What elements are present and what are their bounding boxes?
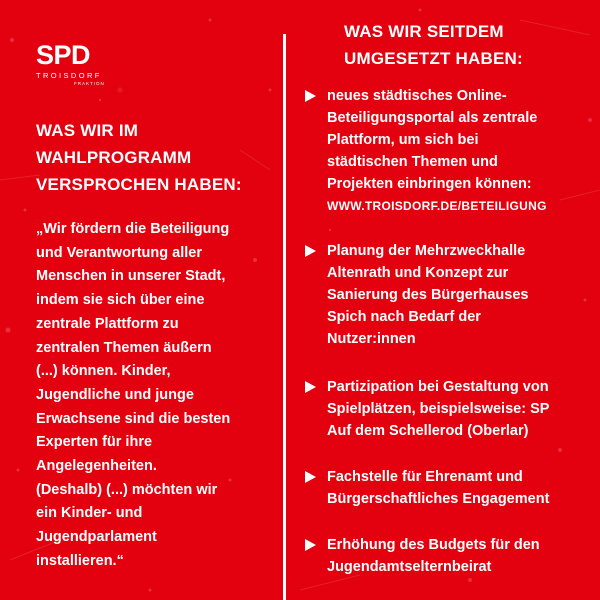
left-heading: WAS WIR IM WAHLPROGRAMM VERSPROCHEN HABEN:	[36, 121, 242, 194]
arrow-bullet-icon	[305, 245, 316, 257]
list-item-text: neues städtisches Online- Beteiligungsportal als zentrale Plattform, um sich bei städtischen Themen und Projekten einbringen können:	[327, 88, 538, 192]
arrow-bullet-icon	[305, 90, 316, 102]
beteiligung-link[interactable]: WWW.TROISDORF.DE/BETEILIGUNG	[327, 199, 547, 213]
spd-logo	[36, 42, 116, 87]
logo-subtitle: FRAKTION	[74, 81, 105, 86]
list-item-text: Erhöhung des Budgets für den Jugendamtselternbeirat	[327, 537, 540, 575]
logo-city: TROISDORF	[36, 71, 102, 80]
logo-wordmark: SPD	[36, 40, 91, 70]
arrow-bullet-icon	[305, 539, 316, 551]
list-item	[305, 466, 597, 510]
right-heading: WAS WIR SEITDEM UMGESETZT HABEN:	[344, 22, 523, 68]
list-item	[305, 534, 597, 578]
arrow-bullet-icon	[305, 471, 316, 483]
list-item	[305, 240, 597, 350]
list-item	[305, 85, 597, 217]
arrow-bullet-icon	[305, 381, 316, 393]
program-quote: „Wir fördern die Beteiligung und Verantwortung aller Menschen in unserer Stadt, indem sie sich über eine zentrale Plattform zu zentralen Themen äußern (...) können. Kinder, Jugendliche und junge Erwachsene sind die besten Experten für ihre Angelegenheiten. (Deshalb) (...) möchten wir ein Kinder- und Jugendparlament installieren.“	[36, 221, 231, 569]
list-item	[305, 376, 597, 442]
list-item-text: Planung der Mehrzweckhalle Altenrath und Konzept zur Sanierung des Bürgerhauses Spich nach Bedarf der Nutzer:innen	[327, 243, 529, 347]
list-item-text: Fachstelle für Ehrenamt und Bürgerschaftliches Engagement	[327, 469, 550, 507]
list-item-text: Partizipation bei Gestaltung von Spielplätzen, beispielsweise: SP Auf dem Schellerod (Oberlar)	[327, 379, 550, 439]
vertical-divider	[283, 34, 286, 600]
